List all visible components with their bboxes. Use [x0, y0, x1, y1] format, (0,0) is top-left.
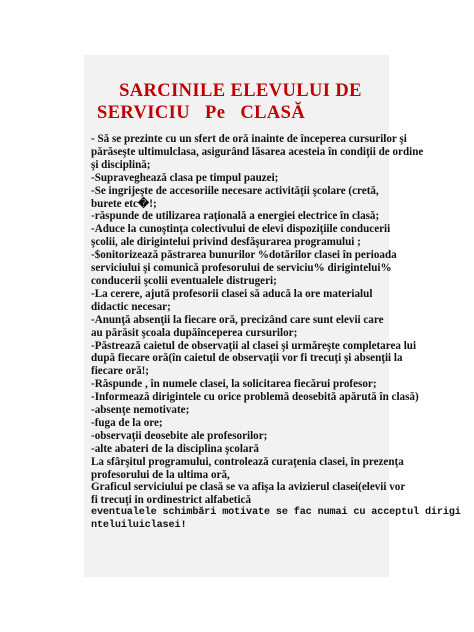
text-line: -Răspunde , în numele clasei, la solicitarea fiecărui profesor; — [91, 378, 377, 391]
document-title — [94, 80, 387, 124]
text-line: -Supraveghează clasa pe timpul pauzei; — [91, 171, 279, 184]
text-line: -Se ingrijeşte de accesoriile necesare activităţii şcolare (cretă, — [91, 184, 379, 197]
title-line-2: SERVICIU Pe CLASĂ — [97, 103, 306, 123]
text-line: - Să se prezinte cu un sfert de oră inainte de începerea cursurilor şi — [91, 133, 407, 145]
text-line: eventualele schimbări motivate se fac numai cu acceptul dirigi — [91, 507, 461, 519]
text-line: -Anunţă absenţii la fiecare oră, precizând care sunt elevii care — [91, 313, 384, 326]
text-line: fiecare oră!; — [91, 365, 149, 378]
text-line: didactic necesar; — [91, 300, 171, 313]
text-line: burete etc�!; — [91, 197, 157, 210]
text-line: profesorului de la ultima oră, — [91, 468, 230, 481]
text-line: şi disciplină; — [91, 158, 151, 171]
text-line: fi trecuţi in ordinestrict alfabetică — [91, 494, 251, 507]
document-body — [91, 133, 461, 533]
text-line: -Informează dirigintele cu orice problemă deosebită apărută în clasă) — [91, 391, 419, 404]
text-line: conducerii şcolii eventualele distrugeri; — [91, 274, 277, 287]
text-line: au părăsit şcoala dupăînceperea cursurilor; — [91, 326, 298, 339]
text-line: Graficul serviciului pe clasă se va afişa la avizierul clasei(elevii vor — [91, 481, 406, 494]
text-line: -absenţe nemotivate; — [91, 404, 190, 417]
text-line: -Aduce la cunoştinţa colectivului de elevi dispoziţiile conducerii — [91, 223, 391, 236]
text-line: părăseşte ultimulclasa, asigurând lăsarea acesteia în condiţii de ordine — [91, 145, 424, 158]
text-line: şcolii, ale dirigintelui privind desfăşurarea programului ; — [91, 236, 361, 249]
text-line: nteluiluiclasei! — [91, 520, 187, 532]
text-line: -răspunde de utilizarea raţională a energiei electrice în clasă; — [91, 210, 380, 223]
text-line: -fuga de la ore; — [91, 416, 163, 429]
text-line: -observaţii deosebite ale profesorilor; — [91, 429, 268, 442]
text-line: -La cerere, ajută profesorii clasei să aducă la ore materialul — [91, 287, 373, 300]
text-line: La sfârşitul programului, controlează curaţenia clasei, în prezenţa — [91, 455, 404, 468]
text-line: -Păstrează caietul de observaţii al clasei şi urmăreşte completarea lui — [91, 339, 417, 352]
text-line: -alte abateri de la disciplina şcolară — [91, 442, 259, 455]
text-line: -$onitorizează păstrarea bunurilor %dotărilor clasei în perioada — [91, 249, 397, 262]
text-line: serviciului şi comunică profesorului de serviciu% dirigintelui% — [91, 262, 392, 275]
document-page — [84, 55, 461, 577]
title-line-1: SARCINILE ELEVULUI DE — [119, 81, 362, 101]
text-line: după fiecare oră(în caietul de observaţii vor fi trecuţi şi absenţii la — [91, 352, 403, 365]
